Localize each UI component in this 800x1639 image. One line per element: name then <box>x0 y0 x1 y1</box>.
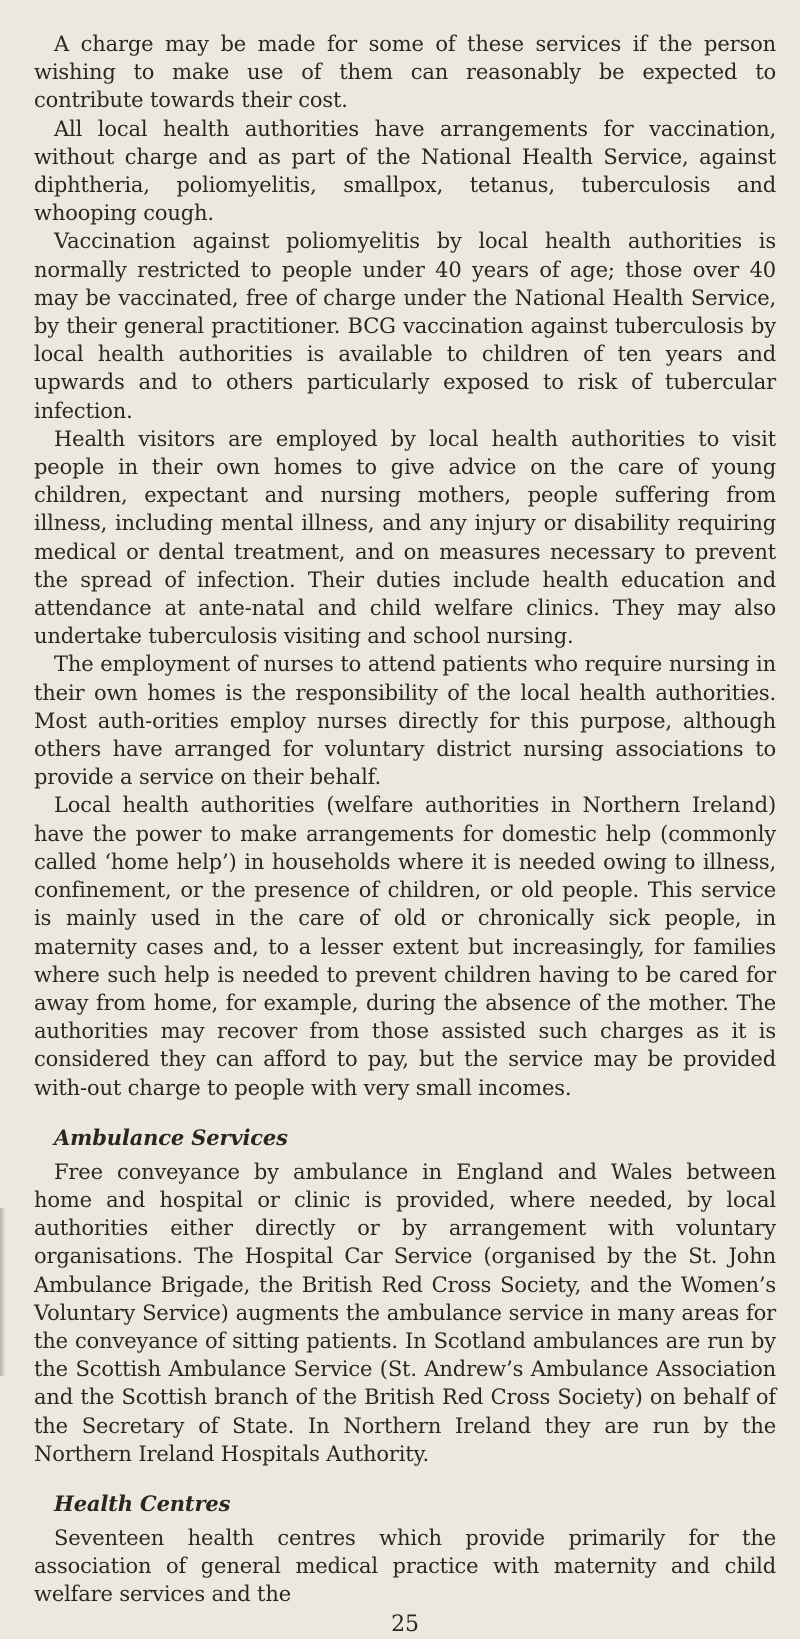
document-page <box>34 30 776 1639</box>
page-edge-shadow <box>0 1208 5 1376</box>
paragraph-nurses: The employment of nurses to attend patients who require nursing in their own homes is the responsibility of the local health authorities. Most auth-orities employ nurses directly for this purpose, although others have arranged for voluntary district nursing associations to provide a service on their behalf. <box>34 652 776 790</box>
section-heading-health-centres: Health Centres <box>54 1490 231 1516</box>
paragraph-vaccination: All local health authorities have arrangements for vaccination, without charge and as part of the National Health Service, against diphtheria, poliomyelitis, smallpox, tetanus, tuberculosis and whooping cough. <box>34 116 776 226</box>
paragraph-poliomyelitis: Vaccination against poliomyelitis by local health authorities is normally restricted to people under 40 years of age; those over 40 may be vaccinated, free of charge under the National Health Service, by their general practitioner. BCG vaccination against tuberculosis by local health authorities is available to children of ten years and upwards and to others particularly exposed to risk of tubercular infection. <box>34 229 776 423</box>
paragraph-health-visitors: Health visitors are employed by local health authorities to visit people in their own homes to give advice on the care of young children, expectant and nursing mothers, people suffering from illness, including mental illness, and any injury or disability requiring medical or dental treatment, and on measures necessary to prevent the spread of infection. Their duties include health education and attendance at ante-natal and child welfare clinics. They may also undertake tuberculosis visiting and school nursing. <box>34 426 776 649</box>
paragraph-domestic-help: Local health authorities (welfare authorities in Northern Ireland) have the power to make arrangements for domestic help (commonly called ‘home help’) in households where it is needed owing to illness, confinement, or the presence of children, or old people. This service is mainly used in the care of old or chronically sick people, in maternity cases and, to a lesser extent but increasingly, for families where such help is needed to prevent children having to be cared for away from home, for example, during the absence of the mother. The authorities may recover from those assisted such charges as it is considered they can afford to pay, but the service may be provided with-out charge to people with very small incomes. <box>34 793 776 1100</box>
section-heading-ambulance: Ambulance Services <box>54 1124 288 1150</box>
paragraph-health-centres: Seventeen health centres which provide primarily for the association of general medical practice with maternity and child welfare services and the <box>34 1525 776 1607</box>
paragraph-charges: A charge may be made for some of these services if the person wishing to make use of them can reasonably be expected to contribute towards their cost. <box>34 32 776 113</box>
paragraph-ambulance: Free conveyance by ambulance in England and Wales between home and hospital or clinic is provided, where needed, by local authorities either directly or by arrangement with voluntary organisations. The Hospital Car Service (organised by the St. John Ambulance Brigade, the British Red Cross Society, and the Women’s Voluntary Service) augments the ambulance service in many areas for the conveyance of sitting patients. In Scotland ambulances are run by the Scottish Ambulance Service (St. Andrew’s Ambulance Association and the Scottish branch of the British Red Cross Society) on behalf of the Secretary of State. In Northern Ireland they are run by the Northern Ireland Hospitals Authority. <box>34 1159 776 1466</box>
page-number: 25 <box>391 1611 419 1637</box>
